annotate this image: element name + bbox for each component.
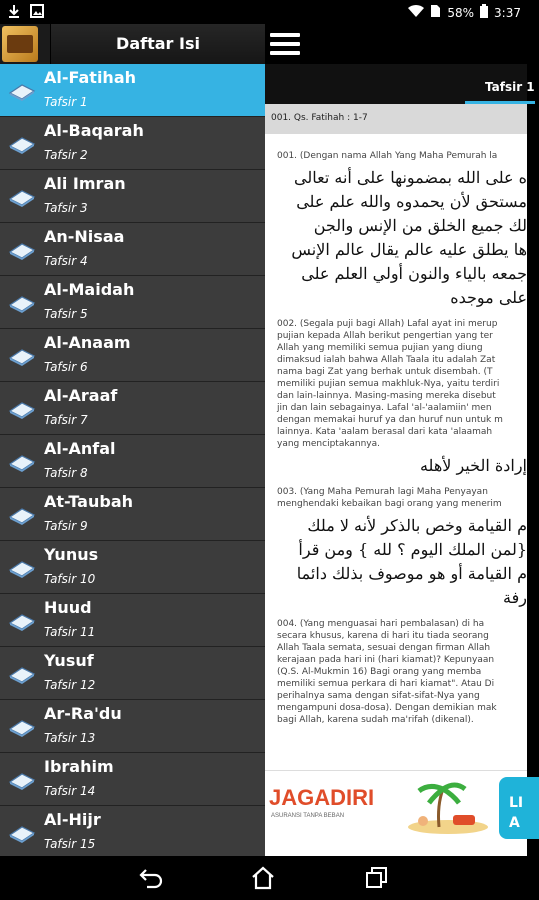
surah-name: Al-Anaam bbox=[44, 333, 131, 352]
arabic-text: ه على الله بمضمونها على أنه تعالى مستحق لأن يحمدوه والله علم على لك جميع الخلق من الإنس والجن ها يطلق عليه عالم يقال عالم الإنس جمعه بالياء والنون أولي العلم على على موجده bbox=[291, 168, 527, 307]
surah-subtitle: Tafsir 10 bbox=[44, 572, 96, 586]
surah-name: Huud bbox=[44, 598, 92, 617]
surah-name: Yusuf bbox=[44, 651, 94, 670]
island-illustration bbox=[393, 775, 493, 837]
book-icon bbox=[8, 768, 36, 790]
menu-icon[interactable] bbox=[270, 29, 300, 59]
book-icon bbox=[8, 450, 36, 472]
app-logo-icon[interactable] bbox=[2, 26, 38, 62]
gallery-notification-icon bbox=[30, 4, 44, 21]
surah-subtitle: Tafsir 3 bbox=[44, 201, 88, 215]
navigation-drawer bbox=[0, 24, 265, 856]
surah-item[interactable] bbox=[0, 488, 265, 541]
content-area bbox=[265, 24, 535, 856]
surah-item[interactable] bbox=[0, 647, 265, 700]
surah-name: An-Nisaa bbox=[44, 227, 125, 246]
surah-item[interactable] bbox=[0, 594, 265, 647]
battery-percent: 58% bbox=[447, 5, 475, 20]
surah-name: Al-Baqarah bbox=[44, 121, 144, 140]
surah-subtitle: Tafsir 1 bbox=[44, 95, 88, 109]
book-icon bbox=[8, 715, 36, 737]
content-toolbar bbox=[265, 24, 527, 64]
surah-subtitle: Tafsir 14 bbox=[44, 784, 96, 798]
tafsir-text bbox=[265, 136, 527, 756]
translation-text: 001. (Dengan nama Allah Yang Maha Pemurah la bbox=[277, 151, 498, 161]
surah-item[interactable] bbox=[0, 276, 265, 329]
surah-subtitle: Tafsir 4 bbox=[44, 254, 88, 268]
surah-item[interactable] bbox=[0, 170, 265, 223]
surah-name: Al-Hijr bbox=[44, 810, 101, 829]
surah-name: At-Taubah bbox=[44, 492, 133, 511]
book-icon bbox=[8, 609, 36, 631]
surah-subtitle: Tafsir 9 bbox=[44, 519, 88, 533]
back-icon[interactable] bbox=[138, 866, 164, 890]
surah-subtitle: Tafsir 6 bbox=[44, 360, 88, 374]
status-bar bbox=[0, 0, 527, 24]
book-icon bbox=[8, 291, 36, 313]
surah-subtitle: Tafsir 5 bbox=[44, 307, 88, 321]
drawer-header bbox=[0, 24, 265, 64]
surah-name: Yunus bbox=[44, 545, 99, 564]
surah-item[interactable] bbox=[0, 753, 265, 806]
translation-text: 004. (Yang menguasai hari pembalasan) di ha secara khusus, karena di hari itu tiada seorang Allah Taala semata, sesuai dengan firman Allah kerajaan pada hari ini (hari kiamat)? Kepunyaan (Q.S. Al-Mukmin 16) Bagi orang yang memba memiliki semua perkara di hari kiamat". Atau Di perihalnya sama dengan sifat-sifat-Nya yang mengampuni dosa-dosa). Dengan demikian mak bagi Allah, karena sudah ma'rifah (dikenal). bbox=[277, 619, 497, 725]
book-icon bbox=[8, 662, 36, 684]
recent-apps-icon[interactable] bbox=[364, 866, 390, 890]
surah-subtitle: Tafsir 13 bbox=[44, 731, 96, 745]
surah-item[interactable] bbox=[0, 223, 265, 276]
tab-tafsir[interactable]: Tafsir 1 bbox=[465, 72, 535, 104]
ad-cta-button[interactable]: LI A bbox=[499, 777, 539, 839]
surah-name: Al-Araaf bbox=[44, 386, 118, 405]
home-icon[interactable] bbox=[250, 866, 276, 890]
book-icon bbox=[8, 344, 36, 366]
ad-banner[interactable] bbox=[265, 770, 527, 844]
surah-item[interactable] bbox=[0, 541, 265, 594]
ad-tagline: ASURANSI TANPA BEBAN bbox=[271, 813, 345, 819]
arabic-text: م القيامة وخص بالذكر لأنه لا ملك {لمن الملك اليوم ؟ لله } ومن قرأ م القيامة أو هو موصوف بذلك دائما رفة bbox=[296, 516, 527, 607]
surah-item[interactable] bbox=[0, 64, 265, 117]
surah-name: Ar-Ra'du bbox=[44, 704, 122, 723]
system-nav-bar bbox=[0, 856, 527, 900]
translation-text: 002. (Segala puji bagi Allah) Lafal ayat ini merup pujian kepada Allah berikut pengertian yang ter Allah yang memiliki semua pujian yang diung dimaksud ialah bahwa Allah Taala itu adalah Zat nama bagi Zat yang berhak untuk disembah. (T memiliki pujian semua makhluk-Nya, yaitu terdiri dan lain-lainnya. Masing-masing mereka disebut jin dan lain sebagainya. Lafal 'al-'aalamiin' men dengan memakai huruf ya dan huruf nun untuk m lainnya. Kata 'aalam berasal dari kata 'alaamah yang menciptakannya. bbox=[277, 319, 503, 449]
surah-subtitle: Tafsir 7 bbox=[44, 413, 88, 427]
translation-text: 003. (Yang Maha Pemurah lagi Maha Penyayan menghendaki kebaikan bagi orang yang menerim bbox=[277, 487, 502, 509]
surah-subtitle: Tafsir 2 bbox=[44, 148, 88, 162]
book-icon bbox=[8, 132, 36, 154]
tab-bar bbox=[265, 64, 535, 104]
ad-logo: JAGADIRI bbox=[269, 785, 375, 810]
book-icon bbox=[8, 79, 36, 101]
surah-item[interactable] bbox=[0, 435, 265, 488]
surah-item[interactable] bbox=[0, 806, 265, 859]
surah-item[interactable] bbox=[0, 117, 265, 170]
sim-icon bbox=[430, 4, 441, 21]
surah-name: Al-Maidah bbox=[44, 280, 135, 299]
arabic-text: إرادة الخير لأهله bbox=[419, 456, 527, 475]
surah-name: Ali Imran bbox=[44, 174, 126, 193]
surah-name: Al-Fatihah bbox=[44, 68, 137, 87]
book-icon bbox=[8, 238, 36, 260]
surah-subtitle: Tafsir 11 bbox=[44, 625, 96, 639]
surah-item[interactable] bbox=[0, 700, 265, 753]
surah-subtitle: Tafsir 8 bbox=[44, 466, 88, 480]
verse-header: 001. Qs. Fatihah : 1-7 bbox=[265, 104, 527, 134]
book-icon bbox=[8, 185, 36, 207]
surah-subtitle: Tafsir 12 bbox=[44, 678, 96, 692]
drawer-title: Daftar Isi bbox=[50, 24, 265, 64]
surah-subtitle: Tafsir 15 bbox=[44, 837, 96, 851]
wifi-icon bbox=[408, 4, 424, 21]
book-icon bbox=[8, 397, 36, 419]
battery-icon bbox=[480, 4, 488, 21]
surah-item[interactable] bbox=[0, 329, 265, 382]
book-icon bbox=[8, 821, 36, 843]
surah-name: Ibrahim bbox=[44, 757, 114, 776]
clock: 3:37 bbox=[494, 5, 521, 20]
book-icon bbox=[8, 503, 36, 525]
surah-list bbox=[0, 64, 265, 859]
surah-item[interactable] bbox=[0, 382, 265, 435]
download-icon bbox=[8, 4, 20, 21]
book-icon bbox=[8, 556, 36, 578]
surah-name: Al-Anfal bbox=[44, 439, 116, 458]
